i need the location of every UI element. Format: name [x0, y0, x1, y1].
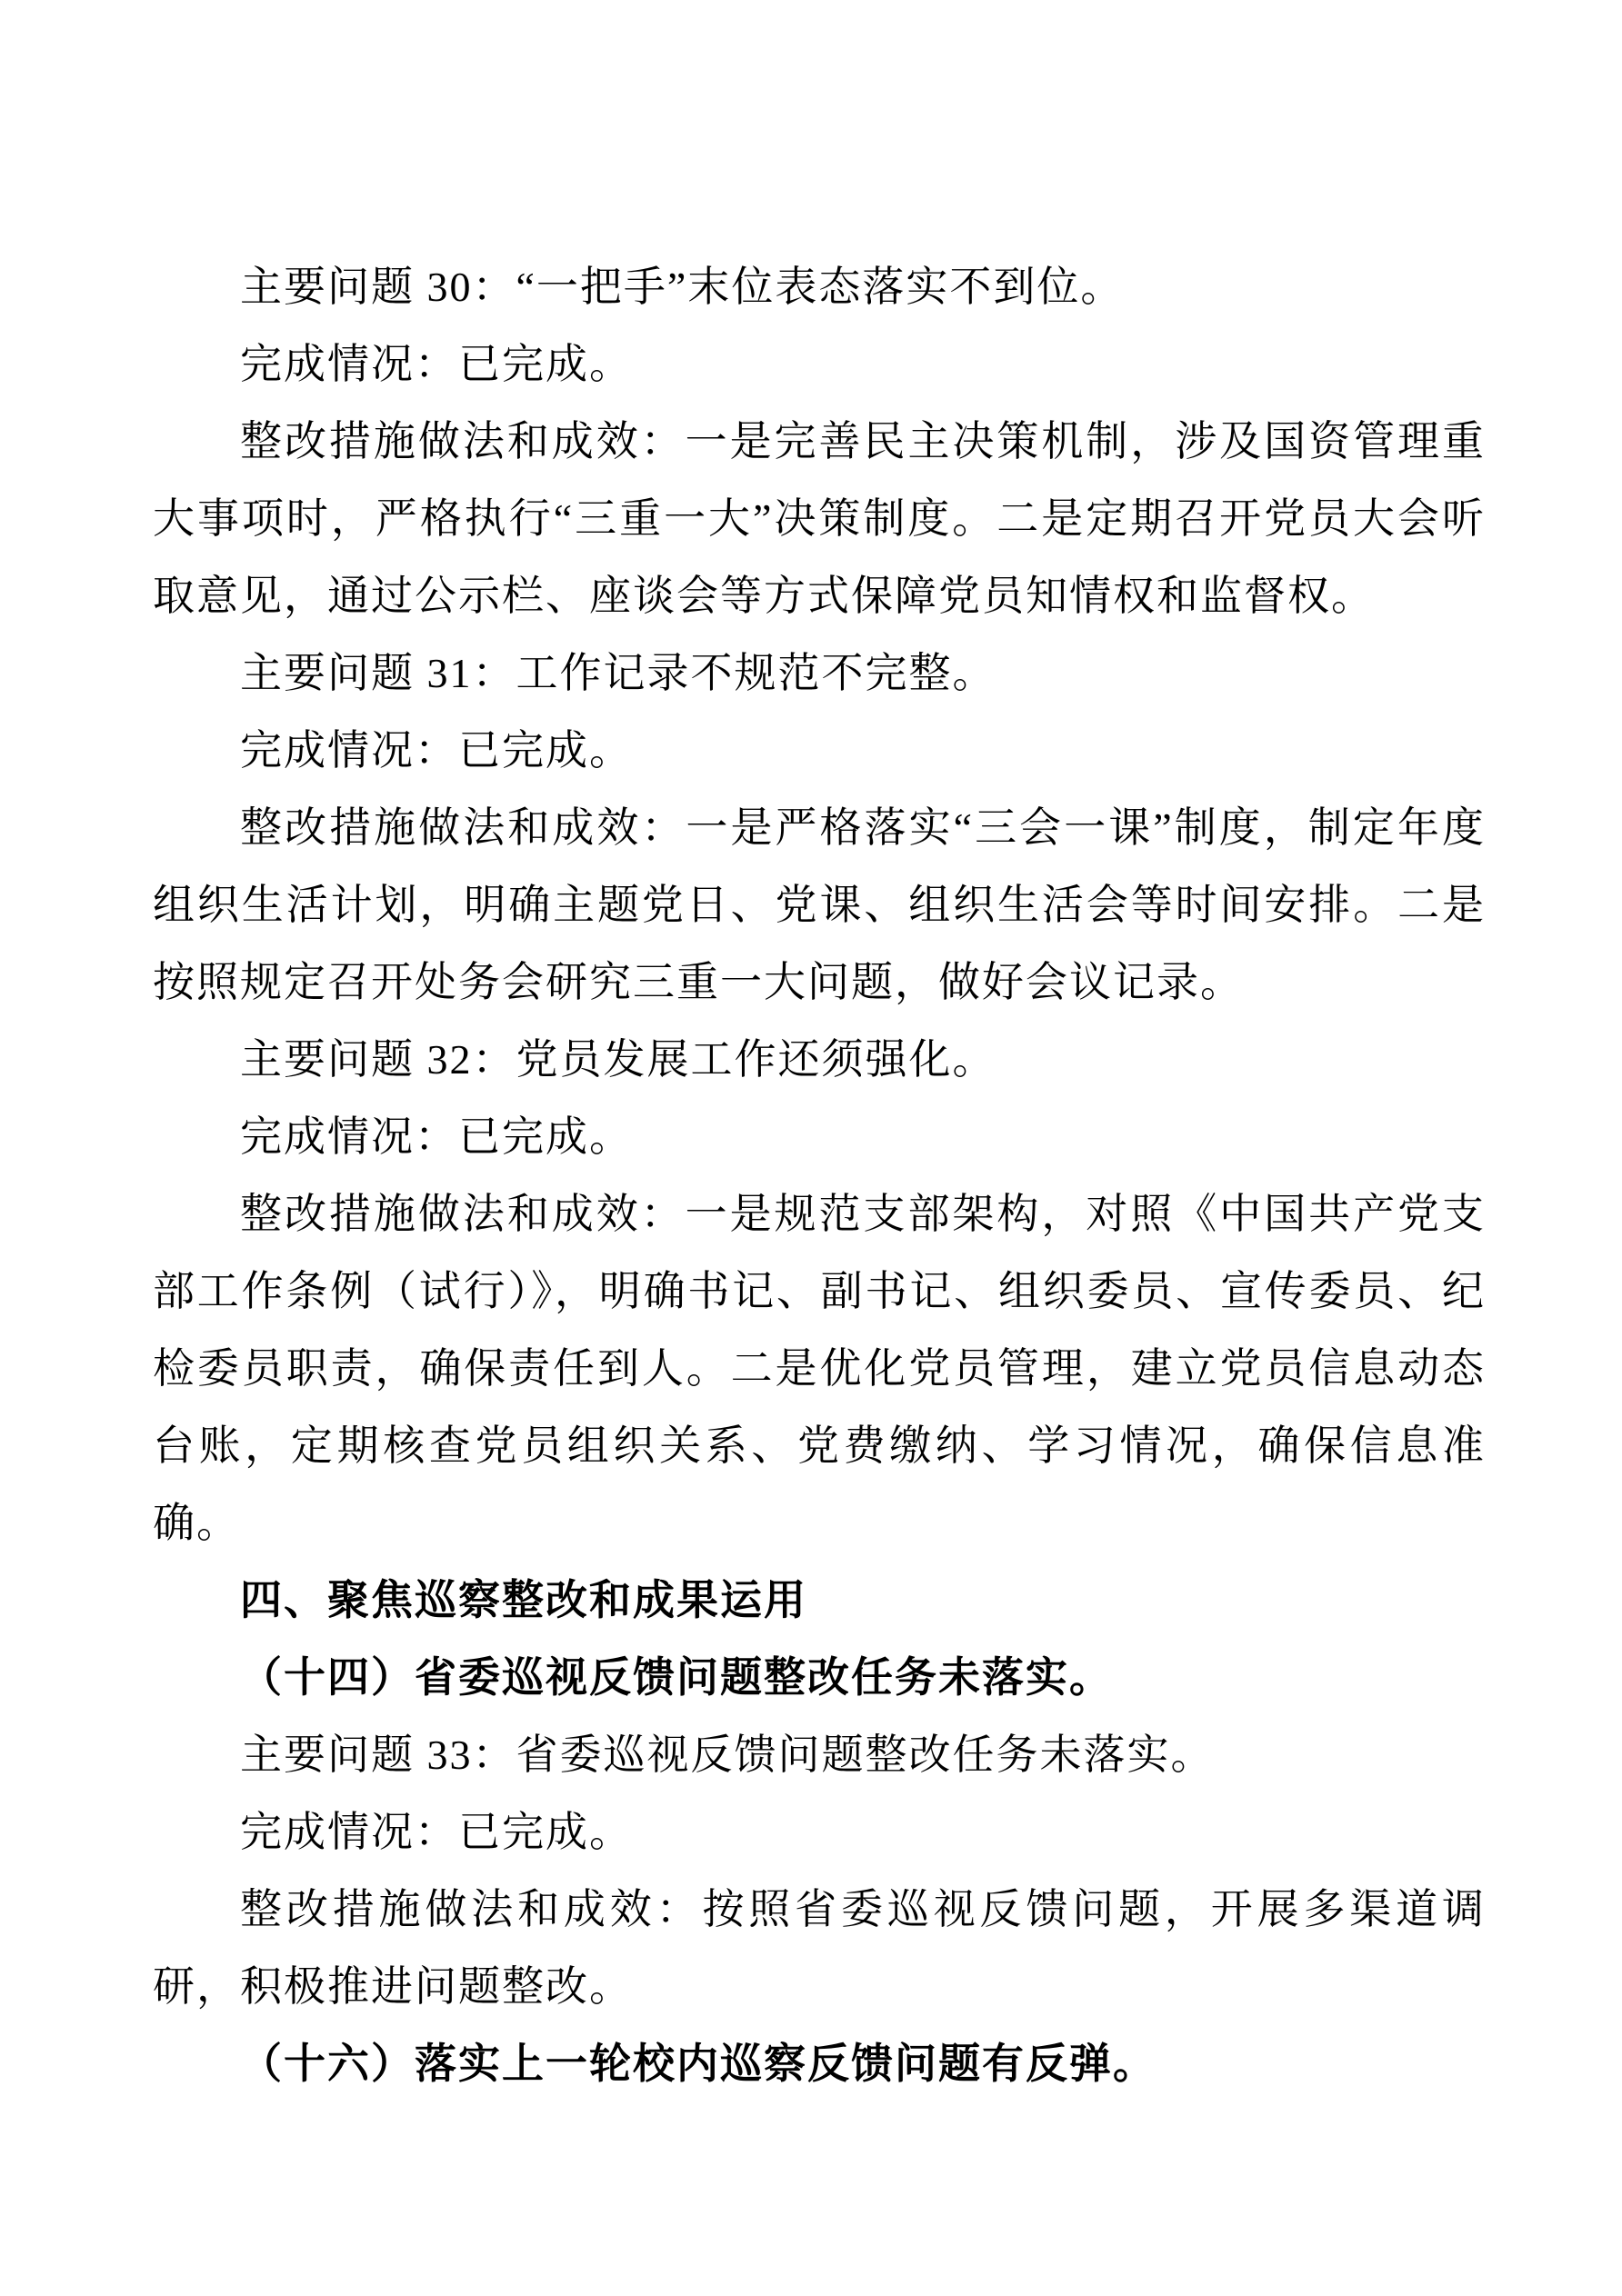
- document-body: [153, 248, 1486, 2102]
- paragraph: 主要问题 33：省委巡视反馈问题整改任务未落实。: [240, 1732, 1215, 1778]
- paragraph: 完成情况：已完成。: [240, 1809, 633, 1855]
- paragraph: 完成情况：已完成。: [240, 1113, 633, 1160]
- paragraph: 整改措施做法和成效：一是规范支部架构，对照《中国共产党支部工作条例（试行）》，明确书记、副书记、组织委员、宣传委员、纪检委员职责，确保责任到人。二是优化党员管理，建立党员信息动态台账，定期核查党员组织关系、党费缴纳、学习情况，确保信息准确。: [153, 1191, 1486, 1546]
- paragraph: 主要问题 32：党员发展工作还须强化。: [240, 1036, 996, 1083]
- paragraph: 主要问题 31：工作记录不规范不完整。: [240, 650, 996, 696]
- paragraph: 整改措施做法和成效：按照省委巡视反馈问题，开展多渠道调研，积极推进问题整改。: [153, 1886, 1486, 2010]
- subsection-heading: （十四）省委巡视反馈问题整改任务未落实。: [240, 1654, 1113, 1701]
- paragraph: 整改措施做法和成效：一是严格落实“三会一课”制度，制定年度组织生活计划，明确主题党日、党课、组织生活会等时间安排。二是按照规定召开处务会研究三重一大问题，做好会议记录。: [153, 804, 1486, 1005]
- paragraph: 主要问题 30：“一把手”末位表态落实不到位。: [240, 264, 1125, 310]
- paragraph: 整改措施做法和成效：一是完善民主决策机制，涉及国资管理重大事项时，严格执行“三重一大”决策制度。二是定期召开党员大会听取意见，通过公示栏、座谈会等方式保障党员知情权和监督权。: [153, 418, 1486, 619]
- paragraph: 完成情况：已完成。: [240, 341, 633, 387]
- paragraph: 完成情况：已完成。: [240, 727, 633, 774]
- section-heading: 四、聚焦巡察整改和成果运用: [240, 1576, 807, 1623]
- subsection-heading: （十六）落实上一轮校内巡察反馈问题有反弹。: [240, 2041, 1156, 2087]
